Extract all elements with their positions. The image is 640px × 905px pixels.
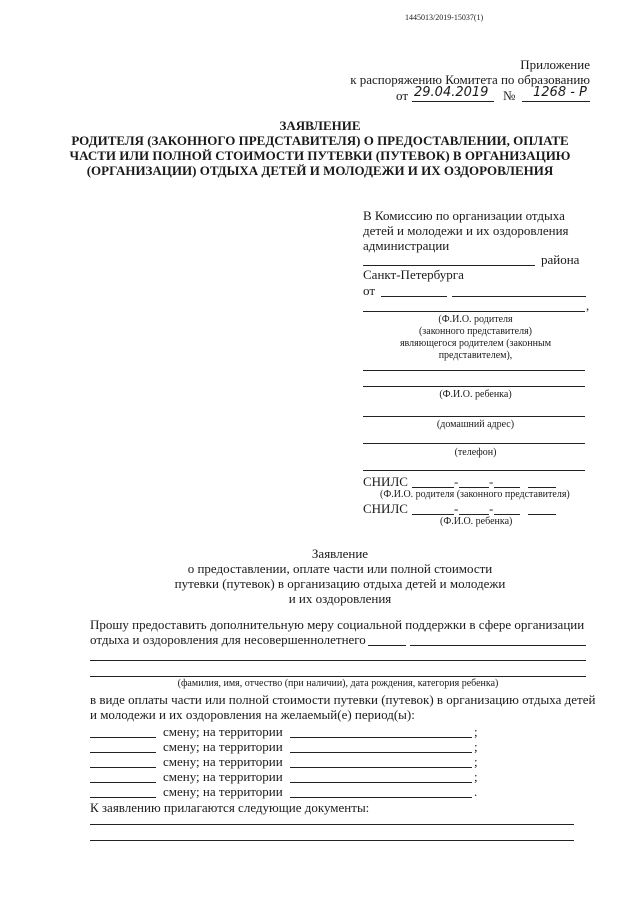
snils-child-caption: (Ф.И.О. ребенка) — [440, 516, 513, 527]
shift-row-4: смену; на территории — [163, 769, 283, 784]
documents-attached: К заявлению прилагаются следующие документы: — [90, 800, 370, 815]
caption-phone: (телефон) — [454, 447, 497, 458]
subheading-line-2: о предоставлении, оплате части или полной стоимости — [187, 561, 493, 576]
caption-parent-1: (Ф.И.О. родителя — [438, 314, 513, 325]
shift-row-2: смену; на территории — [163, 739, 283, 754]
comma: , — [586, 298, 590, 313]
body-para-2-line-1: в виде оплаты части или полной стоимости путевки (путевок) в организацию отдыха детей — [90, 692, 596, 707]
caption-child: (Ф.И.О. ребенка) — [439, 389, 512, 400]
appendix-title: Приложение — [520, 57, 590, 72]
body-para-1-line-2: отдыха и оздоровления для несовершеннолетнего — [90, 632, 366, 647]
appendix-order: к распоряжению Комитета по образованию — [350, 72, 590, 87]
snils-child-label: СНИЛС — [363, 501, 408, 516]
appendix-no-label: № — [503, 88, 516, 103]
caption-parent-2: (законного представителя) — [418, 326, 533, 337]
addressee-line-1: В Комиссию по организации отдыха — [363, 208, 565, 223]
caption-parent-3: являющегося родителем (законным — [399, 338, 552, 349]
caption-parent-4: представителем), — [438, 350, 513, 361]
heading-line-2: РОДИТЕЛЯ (ЗАКОННОГО ПРЕДСТАВИТЕЛЯ) О ПРЕДОСТАВЛЕНИИ, ОПЛАТЕ — [71, 133, 569, 148]
subheading-line-3: путевки (путевок) в организацию отдыха детей и молодежи — [174, 576, 506, 591]
heading-line-3: ЧАСТИ ИЛИ ПОЛНОЙ СТОИМОСТИ ПУТЕВКИ (ПУТЕВОК) В ОРГАНИЗАЦИЮ — [69, 148, 571, 163]
spb-label: Санкт-Петербурга — [363, 267, 464, 282]
shift-row-1: смену; на территории — [163, 724, 283, 739]
heading-line-1: ЗАЯВЛЕНИЕ — [279, 118, 361, 133]
snils-parent-caption: (Ф.И.О. родителя (законного представителя) — [380, 489, 570, 500]
subheading-line-4: и их оздоровления — [288, 591, 392, 606]
addressee-line-3: администрации — [363, 238, 450, 253]
subheading-line-1: Заявление — [311, 546, 369, 561]
appendix-date: 29.04.2019 — [414, 85, 489, 100]
from-label: от — [363, 283, 376, 298]
raion-label: района — [541, 252, 580, 267]
body-para-2-line-2: и молодежи и их оздоровления на желаемый(е) период(ы): — [90, 707, 415, 722]
addressee-line-2: детей и молодежи и их оздоровления — [363, 223, 569, 238]
snils-parent-label: СНИЛС — [363, 474, 408, 489]
appendix-number: 1268 - Р — [533, 85, 587, 100]
shift-row-3: смену; на территории — [163, 754, 283, 769]
document-id: 1445013/2019-15037(1) — [405, 13, 484, 22]
raion-blank — [363, 265, 535, 266]
appendix-from-label: от — [396, 88, 409, 103]
heading-line-4: (ОРГАНИЗАЦИИ) ОТДЫХА ДЕТЕЙ И МОЛОДЕЖИ И ИХ ОЗДОРОВЛЕНИЯ — [86, 163, 554, 178]
caption-child-details: (фамилия, имя, отчество (при наличии), дата рождения, категория ребенка) — [177, 678, 499, 689]
shift-row-5: смену; на территории — [163, 784, 283, 799]
caption-address: (домашний адрес) — [436, 419, 515, 430]
body-para-1-line-1: Прошу предоставить дополнительную меру социальной поддержки в сфере организации — [90, 617, 585, 632]
